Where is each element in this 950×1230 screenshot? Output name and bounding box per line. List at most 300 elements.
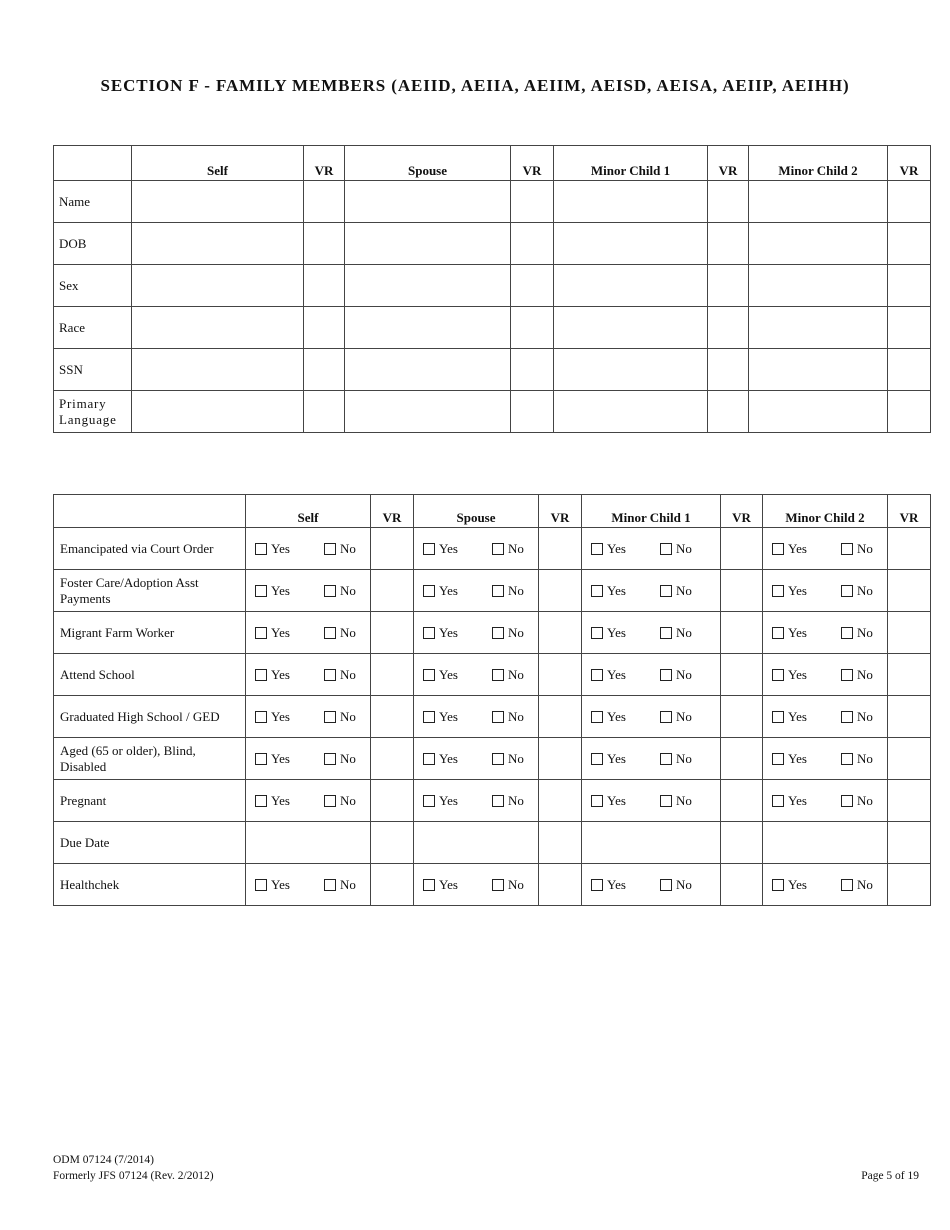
vr-field[interactable] — [888, 822, 931, 864]
yes-checkbox[interactable] — [591, 711, 603, 723]
entry-field[interactable] — [132, 265, 304, 307]
checkbox-label: No — [508, 583, 524, 598]
yes-checkbox[interactable] — [255, 669, 267, 681]
vr-field[interactable] — [539, 612, 582, 654]
no-checkbox-option[interactable] — [492, 541, 524, 557]
entry-field[interactable] — [749, 307, 888, 349]
entry-field[interactable] — [554, 223, 708, 265]
no-checkbox[interactable] — [660, 543, 672, 555]
yes-checkbox-option[interactable] — [772, 667, 807, 683]
vr-field[interactable] — [721, 654, 763, 696]
vr-field[interactable] — [371, 822, 414, 864]
no-checkbox-option[interactable] — [841, 625, 873, 641]
table-row — [54, 612, 931, 654]
no-checkbox-option[interactable] — [324, 541, 356, 557]
table-row — [54, 696, 931, 738]
vr-field[interactable] — [888, 181, 931, 223]
yes-checkbox-option[interactable] — [423, 583, 458, 599]
yes-checkbox[interactable] — [591, 753, 603, 765]
entry-field[interactable] — [345, 265, 511, 307]
checkbox-label: No — [676, 751, 692, 766]
row-label: Sex — [54, 265, 132, 307]
vr-field[interactable] — [304, 181, 345, 223]
no-checkbox-option[interactable] — [492, 625, 524, 641]
entry-field[interactable] — [414, 822, 539, 864]
vr-field[interactable] — [708, 181, 749, 223]
vr-field[interactable] — [304, 223, 345, 265]
table-row — [54, 307, 931, 349]
yes-checkbox-option[interactable] — [423, 793, 458, 809]
entry-field[interactable] — [132, 349, 304, 391]
family-members-identity-table — [53, 145, 931, 433]
vr-field[interactable] — [888, 780, 931, 822]
yes-checkbox-option[interactable] — [772, 625, 807, 641]
yes-checkbox-option[interactable] — [255, 541, 290, 557]
checkbox-label: No — [857, 625, 873, 640]
entry-field[interactable] — [345, 307, 511, 349]
yes-checkbox-option[interactable] — [255, 877, 290, 893]
vr-field[interactable] — [708, 265, 749, 307]
table-row — [54, 654, 931, 696]
vr-field[interactable] — [708, 391, 749, 433]
entry-field[interactable] — [345, 391, 511, 433]
no-checkbox[interactable] — [492, 543, 504, 555]
row-label: Healthchek — [54, 864, 246, 906]
no-checkbox[interactable] — [492, 627, 504, 639]
no-checkbox[interactable] — [492, 711, 504, 723]
no-checkbox-option[interactable] — [324, 709, 356, 725]
vr-field[interactable] — [888, 223, 931, 265]
yes-checkbox-option[interactable] — [591, 709, 626, 725]
no-checkbox[interactable] — [841, 585, 853, 597]
no-checkbox[interactable] — [660, 585, 672, 597]
no-checkbox-option[interactable] — [324, 793, 356, 809]
checkbox-label: No — [857, 709, 873, 724]
no-checkbox-option[interactable] — [841, 793, 873, 809]
no-checkbox-option[interactable] — [660, 709, 692, 725]
vr-field[interactable] — [721, 612, 763, 654]
checkbox-label: No — [676, 583, 692, 598]
checkbox-label: Yes — [271, 709, 290, 724]
yes-no-cell — [763, 654, 888, 696]
no-checkbox-option[interactable] — [324, 751, 356, 767]
yes-checkbox[interactable] — [255, 879, 267, 891]
entry-field[interactable] — [554, 181, 708, 223]
table-row — [54, 738, 931, 780]
vr-field[interactable] — [888, 349, 931, 391]
yes-checkbox-option[interactable] — [255, 751, 290, 767]
vr-field[interactable] — [511, 307, 554, 349]
no-checkbox[interactable] — [841, 711, 853, 723]
vr-field[interactable] — [888, 528, 931, 570]
vr-field[interactable] — [721, 570, 763, 612]
yes-checkbox[interactable] — [423, 795, 435, 807]
row-label: Migrant Farm Worker — [54, 612, 246, 654]
vr-field[interactable] — [888, 391, 931, 433]
no-checkbox[interactable] — [841, 753, 853, 765]
row-label: Emancipated via Court Order — [54, 528, 246, 570]
vr-field[interactable] — [371, 654, 414, 696]
yes-no-cell — [582, 780, 721, 822]
yes-no-cell — [246, 738, 371, 780]
row-label: Attend School — [54, 654, 246, 696]
table1-header-row — [54, 146, 931, 181]
yes-checkbox[interactable] — [255, 627, 267, 639]
no-checkbox[interactable] — [660, 795, 672, 807]
yes-checkbox-option[interactable] — [591, 583, 626, 599]
no-checkbox[interactable] — [324, 879, 336, 891]
vr-field[interactable] — [708, 223, 749, 265]
entry-field[interactable] — [582, 822, 721, 864]
entry-field[interactable] — [749, 349, 888, 391]
no-checkbox[interactable] — [841, 669, 853, 681]
entry-field[interactable] — [554, 307, 708, 349]
no-checkbox-option[interactable] — [492, 793, 524, 809]
entry-field[interactable] — [132, 391, 304, 433]
yes-checkbox[interactable] — [772, 585, 784, 597]
entry-field[interactable] — [345, 181, 511, 223]
vr-field[interactable] — [511, 391, 554, 433]
yes-no-cell — [246, 528, 371, 570]
yes-no-cell — [582, 696, 721, 738]
yes-checkbox-option[interactable] — [423, 625, 458, 641]
yes-checkbox-option[interactable] — [772, 751, 807, 767]
no-checkbox[interactable] — [492, 669, 504, 681]
yes-checkbox-option[interactable] — [255, 667, 290, 683]
yes-checkbox-option[interactable] — [255, 625, 290, 641]
yes-checkbox-option[interactable] — [591, 877, 626, 893]
row-label: Aged (65 or older), Blind, Disabled — [54, 738, 246, 780]
no-checkbox[interactable] — [841, 543, 853, 555]
yes-checkbox-option[interactable] — [591, 667, 626, 683]
yes-checkbox[interactable] — [591, 585, 603, 597]
entry-field[interactable] — [763, 822, 888, 864]
yes-checkbox[interactable] — [255, 753, 267, 765]
table2-header-spouse: Spouse — [414, 495, 539, 528]
yes-checkbox-option[interactable] — [772, 877, 807, 893]
vr-field[interactable] — [708, 349, 749, 391]
checkbox-label: No — [340, 625, 356, 640]
checkbox-label: Yes — [271, 793, 290, 808]
vr-field[interactable] — [371, 738, 414, 780]
vr-field[interactable] — [888, 864, 931, 906]
checkbox-label: Yes — [607, 793, 626, 808]
yes-no-cell — [763, 738, 888, 780]
yes-checkbox[interactable] — [423, 585, 435, 597]
yes-checkbox[interactable] — [423, 879, 435, 891]
yes-checkbox-option[interactable] — [772, 541, 807, 557]
row-label: Due Date — [54, 822, 246, 864]
yes-checkbox-option[interactable] — [255, 583, 290, 599]
yes-no-cell — [414, 528, 539, 570]
yes-checkbox[interactable] — [255, 543, 267, 555]
vr-field[interactable] — [371, 528, 414, 570]
no-checkbox-option[interactable] — [492, 751, 524, 767]
checkbox-label: No — [508, 541, 524, 556]
no-checkbox-option[interactable] — [841, 583, 873, 599]
table2-header-minor-child-1: Minor Child 1 — [582, 495, 721, 528]
yes-checkbox[interactable] — [591, 879, 603, 891]
yes-checkbox[interactable] — [772, 627, 784, 639]
yes-no-cell — [414, 612, 539, 654]
no-checkbox-option[interactable] — [660, 541, 692, 557]
row-label: Graduated High School / GED — [54, 696, 246, 738]
no-checkbox[interactable] — [492, 585, 504, 597]
yes-checkbox-option[interactable] — [423, 709, 458, 725]
no-checkbox-option[interactable] — [492, 877, 524, 893]
vr-field[interactable] — [371, 612, 414, 654]
no-checkbox[interactable] — [324, 753, 336, 765]
vr-field[interactable] — [721, 822, 763, 864]
vr-field[interactable] — [721, 738, 763, 780]
checkbox-label: Yes — [607, 541, 626, 556]
checkbox-label: Yes — [607, 625, 626, 640]
table-row — [54, 181, 931, 223]
no-checkbox[interactable] — [324, 795, 336, 807]
yes-checkbox-option[interactable] — [423, 877, 458, 893]
yes-checkbox[interactable] — [772, 669, 784, 681]
yes-checkbox[interactable] — [423, 711, 435, 723]
page-number: Page 5 of 19 — [861, 1170, 919, 1182]
vr-field[interactable] — [371, 570, 414, 612]
no-checkbox-option[interactable] — [324, 583, 356, 599]
yes-no-cell — [246, 570, 371, 612]
row-label: Foster Care/Adoption Asst Payments — [54, 570, 246, 612]
vr-field[interactable] — [539, 822, 582, 864]
vr-field[interactable] — [888, 307, 931, 349]
yes-no-cell — [414, 864, 539, 906]
checkbox-label: Yes — [607, 583, 626, 598]
vr-field[interactable] — [304, 307, 345, 349]
vr-field[interactable] — [304, 391, 345, 433]
yes-checkbox[interactable] — [591, 669, 603, 681]
entry-field[interactable] — [749, 223, 888, 265]
checkbox-label: Yes — [271, 625, 290, 640]
entry-field[interactable] — [554, 391, 708, 433]
checkbox-label: Yes — [271, 667, 290, 682]
no-checkbox[interactable] — [324, 543, 336, 555]
entry-field[interactable] — [749, 391, 888, 433]
entry-field[interactable] — [345, 223, 511, 265]
yes-checkbox[interactable] — [255, 585, 267, 597]
yes-checkbox-option[interactable] — [591, 625, 626, 641]
no-checkbox-option[interactable] — [841, 709, 873, 725]
no-checkbox[interactable] — [492, 795, 504, 807]
yes-checkbox-option[interactable] — [255, 793, 290, 809]
no-checkbox[interactable] — [324, 711, 336, 723]
no-checkbox-option[interactable] — [841, 541, 873, 557]
yes-no-cell — [582, 528, 721, 570]
yes-no-cell — [414, 738, 539, 780]
yes-no-cell — [763, 780, 888, 822]
entry-field[interactable] — [132, 223, 304, 265]
no-checkbox[interactable] — [324, 585, 336, 597]
no-checkbox-option[interactable] — [492, 709, 524, 725]
yes-checkbox[interactable] — [255, 711, 267, 723]
checkbox-label: No — [857, 793, 873, 808]
no-checkbox-option[interactable] — [660, 793, 692, 809]
no-checkbox-option[interactable] — [492, 583, 524, 599]
yes-no-cell — [414, 654, 539, 696]
checkbox-label: No — [857, 541, 873, 556]
vr-field[interactable] — [304, 349, 345, 391]
yes-checkbox[interactable] — [423, 669, 435, 681]
no-checkbox[interactable] — [324, 669, 336, 681]
yes-checkbox[interactable] — [591, 543, 603, 555]
vr-field[interactable] — [539, 780, 582, 822]
yes-no-cell — [763, 528, 888, 570]
vr-field[interactable] — [708, 307, 749, 349]
no-checkbox[interactable] — [660, 753, 672, 765]
vr-field[interactable] — [539, 654, 582, 696]
table-row — [54, 528, 931, 570]
yes-checkbox-option[interactable] — [423, 751, 458, 767]
yes-no-cell — [582, 864, 721, 906]
yes-checkbox[interactable] — [423, 543, 435, 555]
vr-field[interactable] — [539, 738, 582, 780]
entry-field[interactable] — [554, 265, 708, 307]
yes-no-cell — [582, 654, 721, 696]
checkbox-label: Yes — [439, 877, 458, 892]
checkbox-label: No — [676, 625, 692, 640]
vr-field[interactable] — [888, 265, 931, 307]
form-number: ODM 07124 (7/2014) — [53, 1154, 154, 1166]
vr-field[interactable] — [511, 181, 554, 223]
yes-checkbox[interactable] — [255, 795, 267, 807]
yes-checkbox[interactable] — [423, 627, 435, 639]
yes-checkbox-option[interactable] — [772, 583, 807, 599]
checkbox-label: No — [508, 877, 524, 892]
family-members-status-table — [53, 494, 931, 906]
checkbox-label: No — [508, 751, 524, 766]
no-checkbox[interactable] — [660, 669, 672, 681]
yes-checkbox-option[interactable] — [423, 541, 458, 557]
vr-field[interactable] — [304, 265, 345, 307]
no-checkbox-option[interactable] — [660, 667, 692, 683]
vr-field[interactable] — [539, 528, 582, 570]
row-label: Name — [54, 181, 132, 223]
table1-header-spouse: Spouse — [345, 146, 511, 181]
vr-field[interactable] — [721, 864, 763, 906]
checkbox-label: Yes — [607, 709, 626, 724]
no-checkbox[interactable] — [660, 711, 672, 723]
no-checkbox-option[interactable] — [660, 751, 692, 767]
vr-field[interactable] — [539, 864, 582, 906]
row-label: DOB — [54, 223, 132, 265]
no-checkbox[interactable] — [660, 879, 672, 891]
no-checkbox-option[interactable] — [660, 877, 692, 893]
checkbox-label: Yes — [607, 667, 626, 682]
no-checkbox[interactable] — [660, 627, 672, 639]
table2-header-minor-child-2: Minor Child 2 — [763, 495, 888, 528]
checkbox-label: No — [676, 541, 692, 556]
no-checkbox-option[interactable] — [324, 625, 356, 641]
vr-field[interactable] — [721, 528, 763, 570]
checkbox-label: Yes — [271, 583, 290, 598]
no-checkbox[interactable] — [492, 753, 504, 765]
no-checkbox-option[interactable] — [841, 877, 873, 893]
table1-header-vr: VR — [888, 146, 931, 181]
checkbox-label: Yes — [788, 709, 807, 724]
no-checkbox[interactable] — [324, 627, 336, 639]
table1-header-corner — [54, 146, 132, 181]
vr-field[interactable] — [888, 654, 931, 696]
yes-no-cell — [763, 612, 888, 654]
entry-field[interactable] — [132, 181, 304, 223]
no-checkbox[interactable] — [841, 879, 853, 891]
table-row — [54, 780, 931, 822]
checkbox-label: No — [340, 751, 356, 766]
vr-field[interactable] — [721, 780, 763, 822]
vr-field[interactable] — [888, 696, 931, 738]
vr-field[interactable] — [511, 349, 554, 391]
vr-field[interactable] — [371, 780, 414, 822]
yes-checkbox-option[interactable] — [772, 709, 807, 725]
yes-checkbox-option[interactable] — [591, 751, 626, 767]
vr-field[interactable] — [371, 696, 414, 738]
entry-field[interactable] — [749, 181, 888, 223]
vr-field[interactable] — [721, 696, 763, 738]
entry-field[interactable] — [246, 822, 371, 864]
vr-field[interactable] — [371, 864, 414, 906]
no-checkbox-option[interactable] — [841, 751, 873, 767]
yes-checkbox-option[interactable] — [591, 793, 626, 809]
vr-field[interactable] — [888, 738, 931, 780]
no-checkbox[interactable] — [841, 627, 853, 639]
vr-field[interactable] — [539, 570, 582, 612]
no-checkbox-option[interactable] — [841, 667, 873, 683]
yes-checkbox[interactable] — [591, 627, 603, 639]
no-checkbox-option[interactable] — [324, 667, 356, 683]
vr-field[interactable] — [888, 570, 931, 612]
yes-checkbox-option[interactable] — [772, 793, 807, 809]
yes-checkbox[interactable] — [772, 711, 784, 723]
yes-checkbox[interactable] — [772, 543, 784, 555]
entry-field[interactable] — [132, 307, 304, 349]
checkbox-label: No — [340, 583, 356, 598]
yes-checkbox[interactable] — [772, 753, 784, 765]
yes-checkbox-option[interactable] — [255, 709, 290, 725]
checkbox-label: Yes — [439, 625, 458, 640]
checkbox-label: Yes — [271, 541, 290, 556]
checkbox-label: No — [676, 793, 692, 808]
table1-header-vr: VR — [511, 146, 554, 181]
yes-checkbox[interactable] — [591, 795, 603, 807]
yes-checkbox-option[interactable] — [423, 667, 458, 683]
checkbox-label: Yes — [788, 541, 807, 556]
no-checkbox[interactable] — [492, 879, 504, 891]
yes-checkbox-option[interactable] — [591, 541, 626, 557]
vr-field[interactable] — [511, 223, 554, 265]
yes-checkbox[interactable] — [423, 753, 435, 765]
table-row — [54, 822, 931, 864]
no-checkbox-option[interactable] — [660, 625, 692, 641]
no-checkbox-option[interactable] — [492, 667, 524, 683]
yes-checkbox[interactable] — [772, 795, 784, 807]
entry-field[interactable] — [554, 349, 708, 391]
no-checkbox-option[interactable] — [660, 583, 692, 599]
entry-field[interactable] — [345, 349, 511, 391]
yes-checkbox[interactable] — [772, 879, 784, 891]
no-checkbox[interactable] — [841, 795, 853, 807]
vr-field[interactable] — [511, 265, 554, 307]
vr-field[interactable] — [539, 696, 582, 738]
row-label: Pregnant — [54, 780, 246, 822]
no-checkbox-option[interactable] — [324, 877, 356, 893]
entry-field[interactable] — [749, 265, 888, 307]
table2-header-vr: VR — [539, 495, 582, 528]
vr-field[interactable] — [888, 612, 931, 654]
